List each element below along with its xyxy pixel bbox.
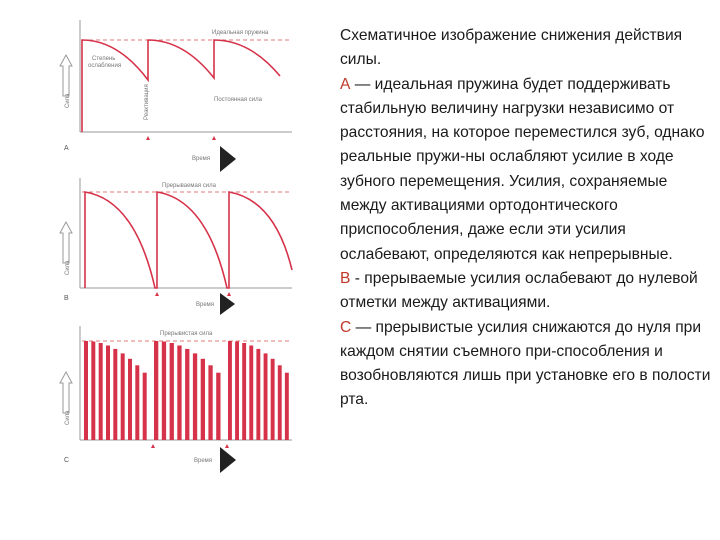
description-b xyxy=(340,267,712,316)
description-c xyxy=(340,316,712,413)
panel-a-decay-label-1: Степень xyxy=(92,56,116,62)
description-a-body: — идеальная пружина будет поддерживать стабильную величину нагрузки независимо от расстояния, на которое переместился зуб, однако реальные пружи-ны ослабляют усилие в ходе зубного перемещения. Усилия, сохраняемые между активациями ортодонтического приспособления, даже если эти усилия ослабевают, определяются как непрерывные. xyxy=(340,75,705,263)
intermittent-bar xyxy=(185,349,189,440)
panel-b-force-up-arrow-icon xyxy=(60,222,72,263)
panel-b-x-label: Время xyxy=(196,302,215,308)
panel-b-time-arrow-icon xyxy=(220,293,235,315)
intermittent-bar xyxy=(113,349,117,440)
intermittent-bar xyxy=(256,349,260,440)
intermittent-bar xyxy=(170,343,174,440)
panel-c-letter: C xyxy=(64,457,70,464)
intermittent-bar xyxy=(162,342,166,441)
force-decay-figure xyxy=(0,0,330,540)
panel-c-y-label: Сила xyxy=(65,410,71,425)
panel-c-tick-2 xyxy=(225,444,229,448)
panel-b-tick-1 xyxy=(155,292,159,296)
description-text xyxy=(340,24,712,413)
letter-a: А xyxy=(340,75,351,93)
intermittent-bar xyxy=(121,353,125,440)
panel-b-tick-2 xyxy=(227,292,231,296)
panel-b-y-label: Сила xyxy=(65,260,71,275)
intermittent-bar xyxy=(285,373,289,440)
panel-a-letter: A xyxy=(64,145,69,152)
panel-c-intermittent-bars xyxy=(84,341,289,440)
panel-c-intermittent-label: Прерывистая сила xyxy=(160,331,213,337)
intermittent-bar xyxy=(208,365,212,440)
intermittent-bar xyxy=(242,343,246,440)
intermittent-bar xyxy=(143,373,147,440)
intermittent-bar xyxy=(99,343,103,440)
panel-a-time-arrow-icon xyxy=(220,146,236,172)
panel-a-real-label: Постоянная сила xyxy=(214,97,262,103)
force-decay-diagram xyxy=(0,0,330,540)
panel-c-tick-1 xyxy=(151,444,155,448)
panel-a-tick-2 xyxy=(212,136,216,140)
letter-b: В xyxy=(340,269,351,287)
panel-c-time-arrow-icon xyxy=(220,447,236,473)
intermittent-bar xyxy=(91,342,95,441)
intermittent-bar xyxy=(235,342,239,441)
description-a xyxy=(340,73,712,267)
panel-a xyxy=(60,20,292,172)
panel-c-force-up-arrow-icon xyxy=(60,372,72,413)
intermittent-bar xyxy=(264,353,268,440)
description-title: Схематичное изображение снижения действия силы. xyxy=(340,27,683,69)
panel-c xyxy=(60,326,292,473)
intermittent-bar xyxy=(278,365,282,440)
intermittent-bar xyxy=(128,359,132,440)
intermittent-bar xyxy=(177,346,181,441)
intermittent-bar xyxy=(201,359,205,440)
intermittent-bar xyxy=(193,353,197,440)
panel-a-x-label: Время xyxy=(192,156,211,162)
panel-c-x-label: Время xyxy=(194,458,213,464)
description-c-body: — прерывистые усилия снижаются до нуля при каждом снятии съемного при-способления и возобновляются лишь при установке его в полости рта. xyxy=(340,318,711,409)
panel-b-letter: B xyxy=(64,295,69,302)
description-b-body: - прерываемые усилия ослабевают до нулевой отметки между активациями. xyxy=(340,269,698,312)
intermittent-bar xyxy=(249,346,253,441)
panel-a-reactivation-label: Реактивация xyxy=(144,84,150,120)
panel-b-interrupted-label: Прерываемая сила xyxy=(162,183,216,189)
intermittent-bar xyxy=(84,341,88,440)
panel-b xyxy=(60,178,292,315)
panel-a-y-label: Сила xyxy=(65,93,71,108)
intermittent-bar xyxy=(135,365,139,440)
panel-a-ideal-label: Идеальная пружина xyxy=(212,30,269,36)
panel-a-tick-1 xyxy=(146,136,150,140)
intermittent-bar xyxy=(271,359,275,440)
intermittent-bar xyxy=(154,341,158,440)
force-up-arrow-icon xyxy=(60,55,72,96)
panel-b-interrupted-curve xyxy=(85,192,292,288)
letter-c: С xyxy=(340,318,352,336)
intermittent-bar xyxy=(228,341,232,440)
panel-a-real-curve xyxy=(82,40,280,132)
panel-a-decay-label-2: ослабления xyxy=(88,63,122,69)
intermittent-bar xyxy=(106,346,110,441)
intermittent-bar xyxy=(216,373,220,440)
